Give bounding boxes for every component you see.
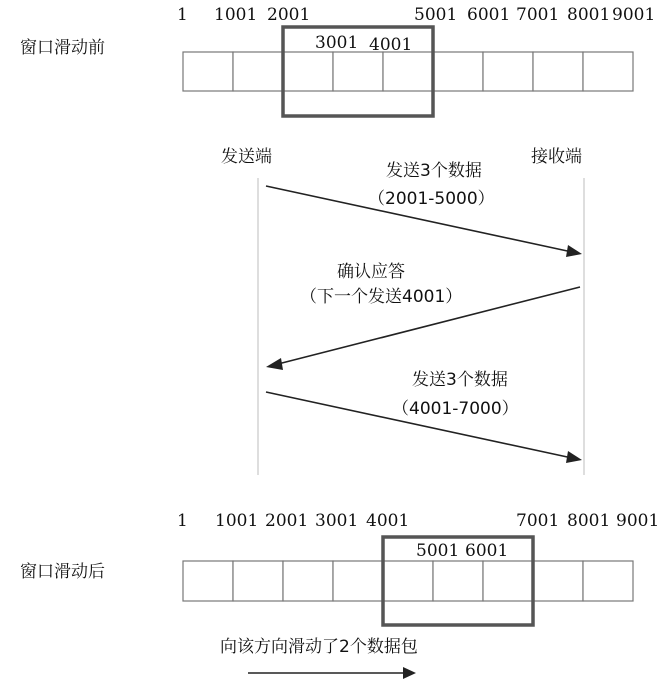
arrowhead xyxy=(266,358,283,370)
sender-label: 发送端 xyxy=(221,147,272,167)
data-cell xyxy=(183,52,233,91)
tick-before-2001: 2001 xyxy=(267,5,311,25)
message-3-range: （4001-7000） xyxy=(392,399,519,419)
tick-before-1: 1 xyxy=(177,5,188,25)
before-label: 窗口滑动前 xyxy=(20,38,105,58)
tick-after-6001: 6001 xyxy=(465,541,509,561)
tick-after-3001: 3001 xyxy=(315,511,359,531)
data-cell xyxy=(283,561,333,601)
data-cell xyxy=(433,52,483,91)
data-cells-after xyxy=(183,561,633,601)
tick-before-4001: 4001 xyxy=(369,35,413,55)
data-cell xyxy=(383,52,433,91)
tick-before-8001: 8001 xyxy=(567,5,611,25)
slide-caption: 向该方向滑动了2个数据包 xyxy=(220,637,418,657)
tick-before-5001: 5001 xyxy=(414,5,458,25)
message-1-title: 发送3个数据 xyxy=(386,161,482,181)
data-cell xyxy=(533,561,583,601)
arrowhead xyxy=(566,245,582,257)
data-cell xyxy=(333,561,383,601)
tick-before-7001: 7001 xyxy=(516,5,560,25)
data-cell xyxy=(583,52,633,91)
message-1-range: （2001-5000） xyxy=(368,189,495,209)
tick-before-1001: 1001 xyxy=(214,5,258,25)
message-ack xyxy=(266,262,580,370)
tick-after-2001: 2001 xyxy=(265,511,309,531)
arrowhead xyxy=(566,451,582,463)
message-send-2 xyxy=(266,370,582,463)
data-cell xyxy=(483,52,533,91)
message-2-range: （下一个发送4001） xyxy=(300,287,463,307)
message-send-1 xyxy=(266,161,582,257)
data-cell xyxy=(283,52,333,91)
window-before xyxy=(20,5,655,116)
tick-after-4001: 4001 xyxy=(366,511,410,531)
tick-before-3001: 3001 xyxy=(315,33,359,53)
data-cell xyxy=(433,561,483,601)
sequence-diagram xyxy=(221,147,584,475)
slide-direction xyxy=(220,637,418,679)
data-cell xyxy=(583,561,633,601)
receiver-label: 接收端 xyxy=(531,147,582,167)
tick-after-9001: 9001 xyxy=(616,511,660,531)
data-cells-before xyxy=(183,52,633,91)
tick-after-5001: 5001 xyxy=(416,541,460,561)
data-cell xyxy=(183,561,233,601)
tick-before-6001: 6001 xyxy=(467,5,511,25)
data-cell xyxy=(383,561,433,601)
tick-after-7001: 7001 xyxy=(516,511,560,531)
tick-after-8001: 8001 xyxy=(567,511,611,531)
data-cell xyxy=(483,561,533,601)
tick-before-9001: 9001 xyxy=(612,5,656,25)
data-cell xyxy=(233,52,283,91)
tick-after-1: 1 xyxy=(177,511,188,531)
message-3-title: 发送3个数据 xyxy=(412,370,508,390)
data-cell xyxy=(533,52,583,91)
data-cell xyxy=(333,52,383,91)
after-label: 窗口滑动后 xyxy=(20,562,105,582)
message-2-title: 确认应答 xyxy=(337,262,405,282)
tick-after-1001: 1001 xyxy=(215,511,259,531)
data-cell xyxy=(233,561,283,601)
window-after xyxy=(20,511,659,625)
arrowhead xyxy=(403,667,416,679)
